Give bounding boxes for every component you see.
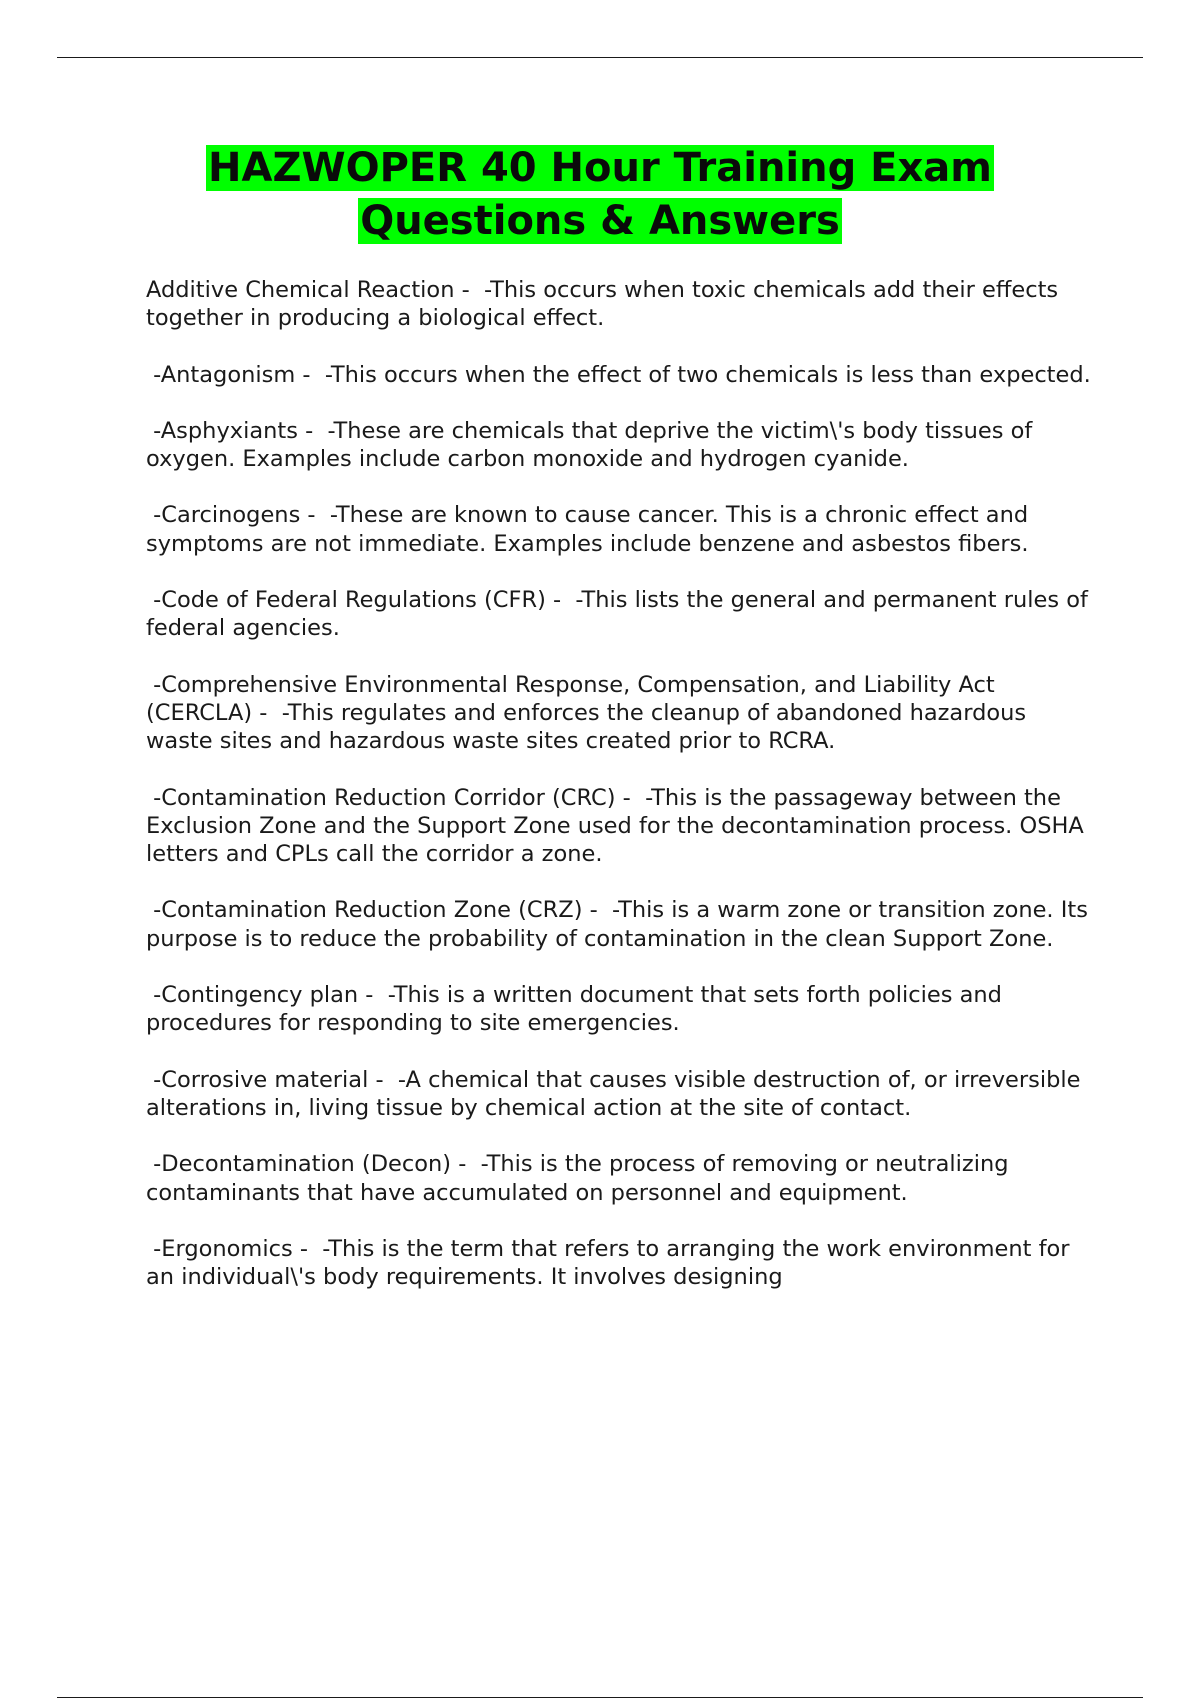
entry-carcinogens: -Carcinogens - -These are known to cause cancer. This is a chronic effect and symptoms are not immediate. Examples include benzene and asbestos fibers.: [146, 502, 1036, 557]
entry-ergonomics: -Ergonomics - -This is the term that refers to arranging the work environment for an individual\'s body requirements. It involves designing: [146, 1235, 1077, 1291]
entry-antagonism: -Antagonism - -This occurs when the effect of two chemicals is less than expected.: [146, 361, 1091, 388]
entry-cercla: -Comprehensive Environmental Response, Compensation, and Liability Act (CERCLA) - -This regulates and enforces the cleanup of abandoned hazardous waste sites and hazardous waste sites created prior to RCRA.: [146, 671, 1034, 755]
entry-contamination-reduction-zone: -Contamination Reduction Zone (CRZ) - -This is a warm zone or transition zone. Its purpose is to reduce the probability of contamination in the clean Support Zone.: [146, 897, 1096, 952]
document-body: [146, 276, 1096, 1319]
document-title: [60, 142, 1140, 248]
top-rule: [57, 57, 1143, 58]
bottom-rule: [57, 1697, 1143, 1698]
entry-decontamination: -Decontamination (Decon) - -This is the process of removing or neutralizing contaminants that have accumulated on personnel and equipment.: [146, 1151, 1016, 1206]
entry-contamination-reduction-corridor: -Contamination Reduction Corridor (CRC) - -This is the passageway between the Exclusion Zone and the Support Zone used for the decontamination process. OSHA letters and CPLs call the corridor a zone.: [146, 784, 1091, 868]
entry-corrosive-material: -Corrosive material - -A chemical that causes visible destruction of, or irreversible alterations in, living tissue by chemical action at the site of contact.: [146, 1066, 1088, 1121]
entry-asphyxiants: -Asphyxiants - -These are chemicals that deprive the victim\'s body tissues of oxygen. Examples include carbon monoxide and hydrogen cyanide.: [146, 417, 1040, 473]
entry-contingency-plan: -Contingency plan - -This is a written document that sets forth policies and procedures for responding to site emergencies.: [146, 982, 1010, 1037]
title-line-2: Questions & Answers: [360, 198, 840, 244]
entry-code-of-federal-regulations: -Code of Federal Regulations (CFR) - -This lists the general and permanent rules of federal agencies.: [146, 587, 1096, 642]
entry-additive-chemical-reaction: Additive Chemical Reaction - -This occurs when toxic chemicals add their effects together in producing a biological effect.: [146, 277, 1066, 332]
title-line-1: HAZWOPER 40 Hour Training Exam: [208, 145, 992, 191]
